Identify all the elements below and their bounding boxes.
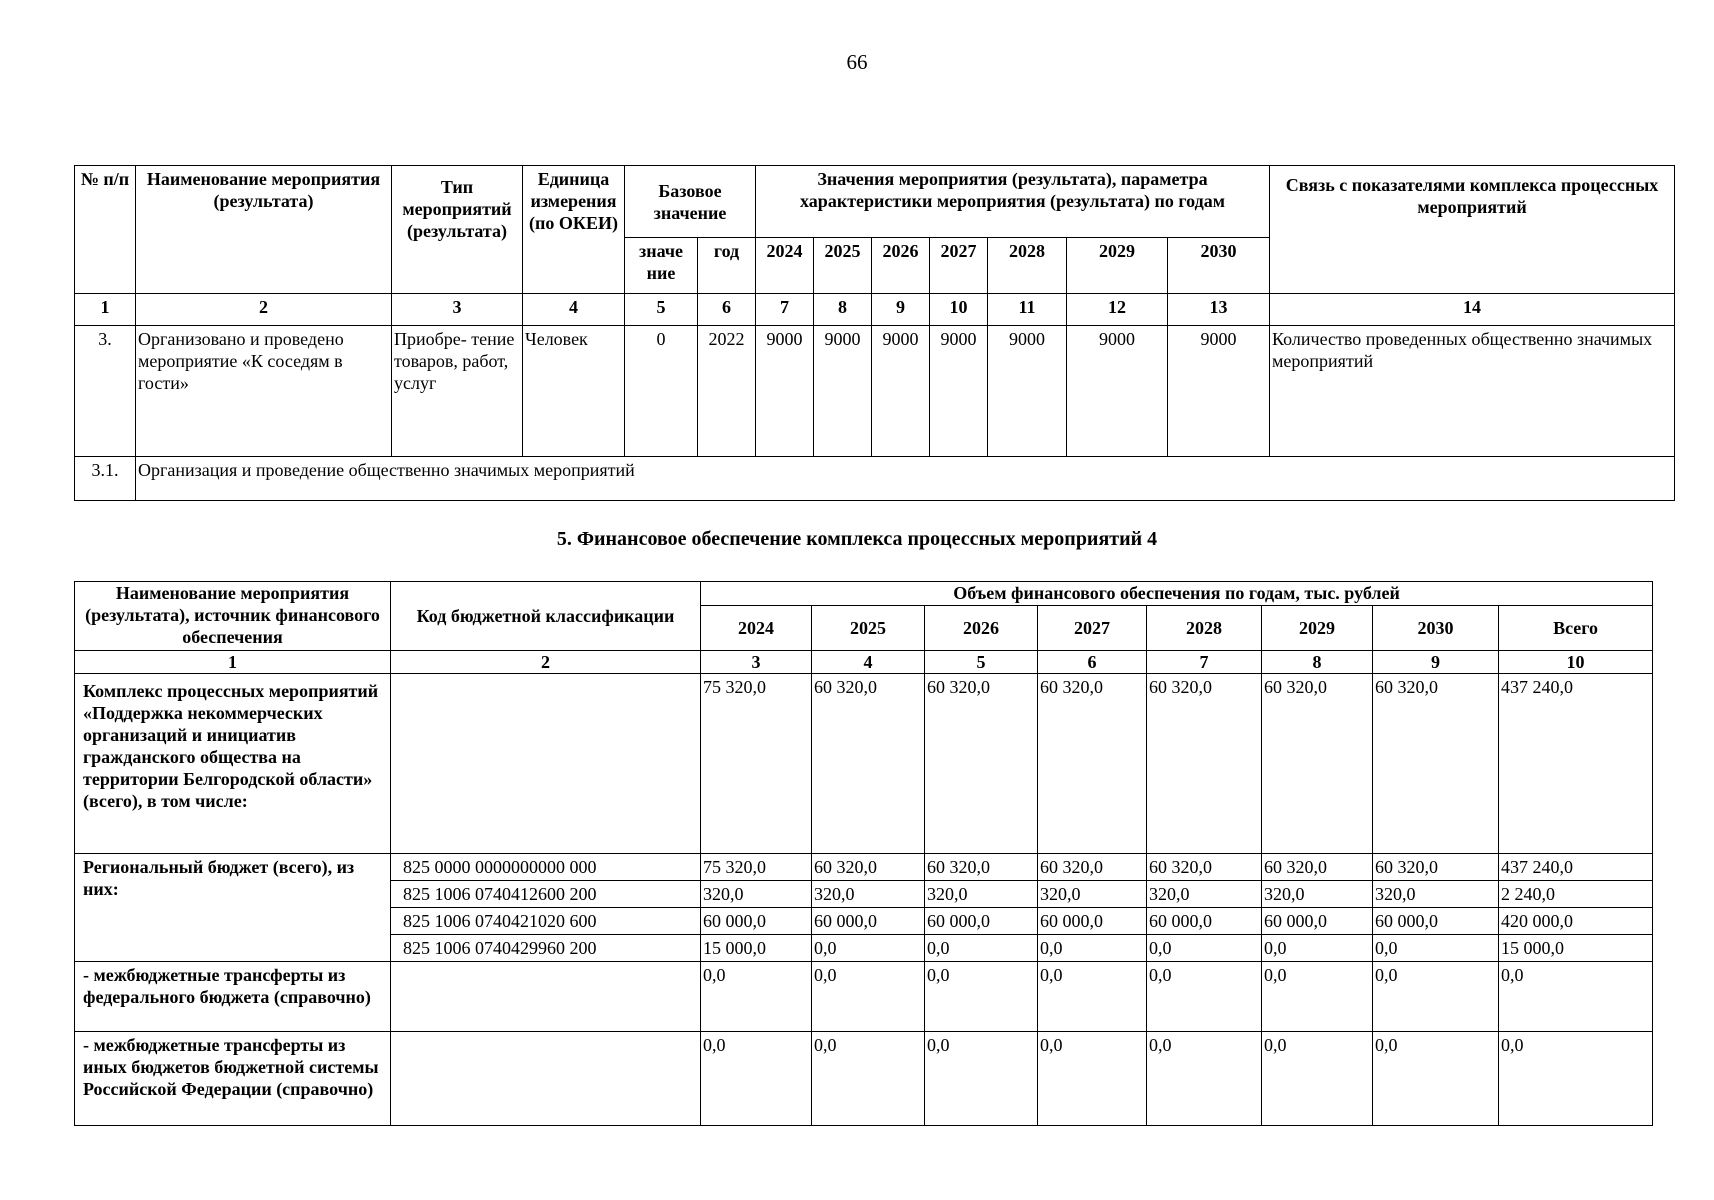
other-code — [391, 1032, 701, 1126]
header-year: 2024 — [756, 238, 814, 294]
federal-name: - межбюджетные трансферты из федерального бюджета (справочно) — [75, 962, 391, 1032]
col-number: 12 — [1067, 294, 1168, 326]
header-base-value: значе ние — [625, 238, 698, 294]
subrow-text: Организация и проведение общественно значимых мероприятий — [136, 457, 1675, 501]
results-table — [74, 165, 1675, 501]
other-value: 0,0 — [1262, 1032, 1373, 1126]
regional-value: 60 000,0 — [925, 908, 1038, 935]
header-volume: Объем финансового обеспечения по годам, тыс. рублей — [701, 582, 1653, 606]
complex-value: 75 320,0 — [701, 674, 812, 854]
col-number: 5 — [925, 651, 1038, 674]
row-unit: Человек — [523, 326, 625, 457]
regional-value: 320,0 — [701, 881, 812, 908]
header-year: 2024 — [701, 606, 812, 651]
row-name: Организовано и проведено мероприятие «К соседям в гости» — [136, 326, 392, 457]
regional-value: 320,0 — [812, 881, 925, 908]
col-number: 2 — [391, 651, 701, 674]
col-number: 2 — [136, 294, 392, 326]
col-number: 13 — [1168, 294, 1270, 326]
federal-value: 0,0 — [1262, 962, 1373, 1032]
regional-value: 60 320,0 — [812, 854, 925, 881]
regional-value: 320,0 — [1147, 881, 1262, 908]
regional-value: 60 320,0 — [1147, 854, 1262, 881]
regional-value: 437 240,0 — [1499, 854, 1653, 881]
regional-value: 320,0 — [1262, 881, 1373, 908]
page-number: 66 — [846, 50, 868, 74]
regional-value: 320,0 — [1373, 881, 1499, 908]
col-number: 14 — [1270, 294, 1675, 326]
header-year: 2027 — [1038, 606, 1147, 651]
federal-value: 0,0 — [701, 962, 812, 1032]
row-value: 9000 — [872, 326, 930, 457]
header-unit: Единица измерения (по ОКЕИ) — [523, 166, 625, 294]
col-number: 1 — [75, 651, 391, 674]
subrow-num: 3.1. — [75, 457, 136, 501]
header-year: 2029 — [1262, 606, 1373, 651]
table-row — [75, 1032, 1653, 1126]
table-subrow — [75, 457, 1675, 501]
header-total: Всего — [1499, 606, 1653, 651]
federal-value: 0,0 — [812, 962, 925, 1032]
regional-code: 825 1006 0740429960 200 — [391, 935, 701, 962]
col-number: 8 — [1262, 651, 1373, 674]
federal-code — [391, 962, 701, 1032]
regional-value: 75 320,0 — [701, 854, 812, 881]
complex-code — [391, 674, 701, 854]
col-number: 3 — [392, 294, 523, 326]
regional-code: 825 0000 0000000000 000 — [391, 854, 701, 881]
col-number: 11 — [988, 294, 1067, 326]
other-value: 0,0 — [925, 1032, 1038, 1126]
regional-value: 0,0 — [1262, 935, 1373, 962]
row-value: 9000 — [988, 326, 1067, 457]
col-number: 9 — [872, 294, 930, 326]
complex-value: 60 320,0 — [1038, 674, 1147, 854]
header-year: 2030 — [1168, 238, 1270, 294]
regional-value: 0,0 — [1038, 935, 1147, 962]
regional-value: 60 320,0 — [1373, 854, 1499, 881]
federal-value: 0,0 — [1147, 962, 1262, 1032]
table-row — [75, 674, 1653, 854]
col-number: 9 — [1373, 651, 1499, 674]
other-value: 0,0 — [1038, 1032, 1147, 1126]
row-value: 9000 — [756, 326, 814, 457]
other-value: 0,0 — [701, 1032, 812, 1126]
regional-value: 0,0 — [925, 935, 1038, 962]
section-title: 5. Финансовое обеспечение комплекса процессных мероприятий 4 — [556, 528, 1158, 550]
row-num: 3. — [75, 326, 136, 457]
other-value: 0,0 — [812, 1032, 925, 1126]
regional-value: 0,0 — [1147, 935, 1262, 962]
regional-value: 320,0 — [925, 881, 1038, 908]
regional-value: 60 320,0 — [1262, 854, 1373, 881]
header-year: 2025 — [814, 238, 872, 294]
col-number: 4 — [523, 294, 625, 326]
header-num: № п/п — [75, 166, 136, 294]
col-number: 10 — [930, 294, 988, 326]
table-row — [75, 854, 1653, 881]
header-year: 2026 — [872, 238, 930, 294]
row-value: 9000 — [1067, 326, 1168, 457]
col-number: 5 — [625, 294, 698, 326]
table-row — [75, 326, 1675, 457]
header-type: Тип мероприятий (результата) — [392, 166, 523, 294]
other-value: 0,0 — [1499, 1032, 1653, 1126]
header-code: Код бюджетной классификации — [391, 582, 701, 651]
header-year: 2028 — [988, 238, 1067, 294]
header-name: Наименование мероприятия (результата), источник финансового обеспечения — [75, 582, 391, 651]
col-number: 1 — [75, 294, 136, 326]
col-number: 8 — [814, 294, 872, 326]
row-value: 9000 — [930, 326, 988, 457]
other-value: 0,0 — [1373, 1032, 1499, 1126]
header-year: 2030 — [1373, 606, 1499, 651]
col-number: 7 — [1147, 651, 1262, 674]
row-type: Приобре- тение товаров, работ, услуг — [392, 326, 523, 457]
col-number: 7 — [756, 294, 814, 326]
regional-value: 60 320,0 — [1038, 854, 1147, 881]
federal-value: 0,0 — [1038, 962, 1147, 1032]
complex-value: 60 320,0 — [1262, 674, 1373, 854]
complex-value: 60 320,0 — [812, 674, 925, 854]
header-values-by-years: Значения мероприятия (результата), параметра характеристики мероприятия (результата) по годам — [756, 166, 1270, 238]
regional-value: 15 000,0 — [701, 935, 812, 962]
regional-value: 60 000,0 — [812, 908, 925, 935]
finance-table — [74, 581, 1653, 1126]
col-number: 6 — [1038, 651, 1147, 674]
row-base-value: 0 — [625, 326, 698, 457]
regional-value: 60 000,0 — [701, 908, 812, 935]
regional-value: 2 240,0 — [1499, 881, 1653, 908]
complex-value: 60 320,0 — [925, 674, 1038, 854]
header-year: 2026 — [925, 606, 1038, 651]
col-number: 10 — [1499, 651, 1653, 674]
regional-name: Региональный бюджет (всего), из них: — [75, 854, 391, 962]
complex-value: 437 240,0 — [1499, 674, 1653, 854]
row-value: 9000 — [814, 326, 872, 457]
regional-value: 420 000,0 — [1499, 908, 1653, 935]
header-name: Наименование мероприятия (результата) — [136, 166, 392, 294]
federal-value: 0,0 — [925, 962, 1038, 1032]
regional-value: 60 000,0 — [1262, 908, 1373, 935]
regional-value: 60 000,0 — [1373, 908, 1499, 935]
header-year: 2025 — [812, 606, 925, 651]
complex-name: Комплекс процессных мероприятий «Поддержка некоммерческих организаций и инициатив гражданского общества на территории Белгородской области» (всего), в том числе: — [75, 674, 391, 854]
regional-value: 0,0 — [812, 935, 925, 962]
header-base: Базовое значение — [625, 166, 756, 238]
complex-value: 60 320,0 — [1373, 674, 1499, 854]
table-row — [75, 962, 1653, 1032]
regional-code: 825 1006 0740421020 600 — [391, 908, 701, 935]
regional-value: 60 000,0 — [1147, 908, 1262, 935]
complex-value: 60 320,0 — [1147, 674, 1262, 854]
row-link: Количество проведенных общественно значимых мероприятий — [1270, 326, 1675, 457]
regional-value: 0,0 — [1373, 935, 1499, 962]
col-number: 4 — [812, 651, 925, 674]
regional-value: 60 320,0 — [925, 854, 1038, 881]
row-value: 9000 — [1168, 326, 1270, 457]
regional-value: 15 000,0 — [1499, 935, 1653, 962]
header-link: Связь с показателями комплекса процессных мероприятий — [1270, 166, 1675, 294]
regional-value: 60 000,0 — [1038, 908, 1147, 935]
federal-value: 0,0 — [1499, 962, 1653, 1032]
header-year: 2029 — [1067, 238, 1168, 294]
row-base-year: 2022 — [698, 326, 756, 457]
header-year: 2028 — [1147, 606, 1262, 651]
other-value: 0,0 — [1147, 1032, 1262, 1126]
federal-value: 0,0 — [1373, 962, 1499, 1032]
regional-value: 320,0 — [1038, 881, 1147, 908]
col-number: 6 — [698, 294, 756, 326]
header-base-year: год — [698, 238, 756, 294]
other-name: - межбюджетные трансферты из иных бюджетов бюджетной системы Российской Федерации (справочно) — [75, 1032, 391, 1126]
header-year: 2027 — [930, 238, 988, 294]
regional-code: 825 1006 0740412600 200 — [391, 881, 701, 908]
col-number: 3 — [701, 651, 812, 674]
